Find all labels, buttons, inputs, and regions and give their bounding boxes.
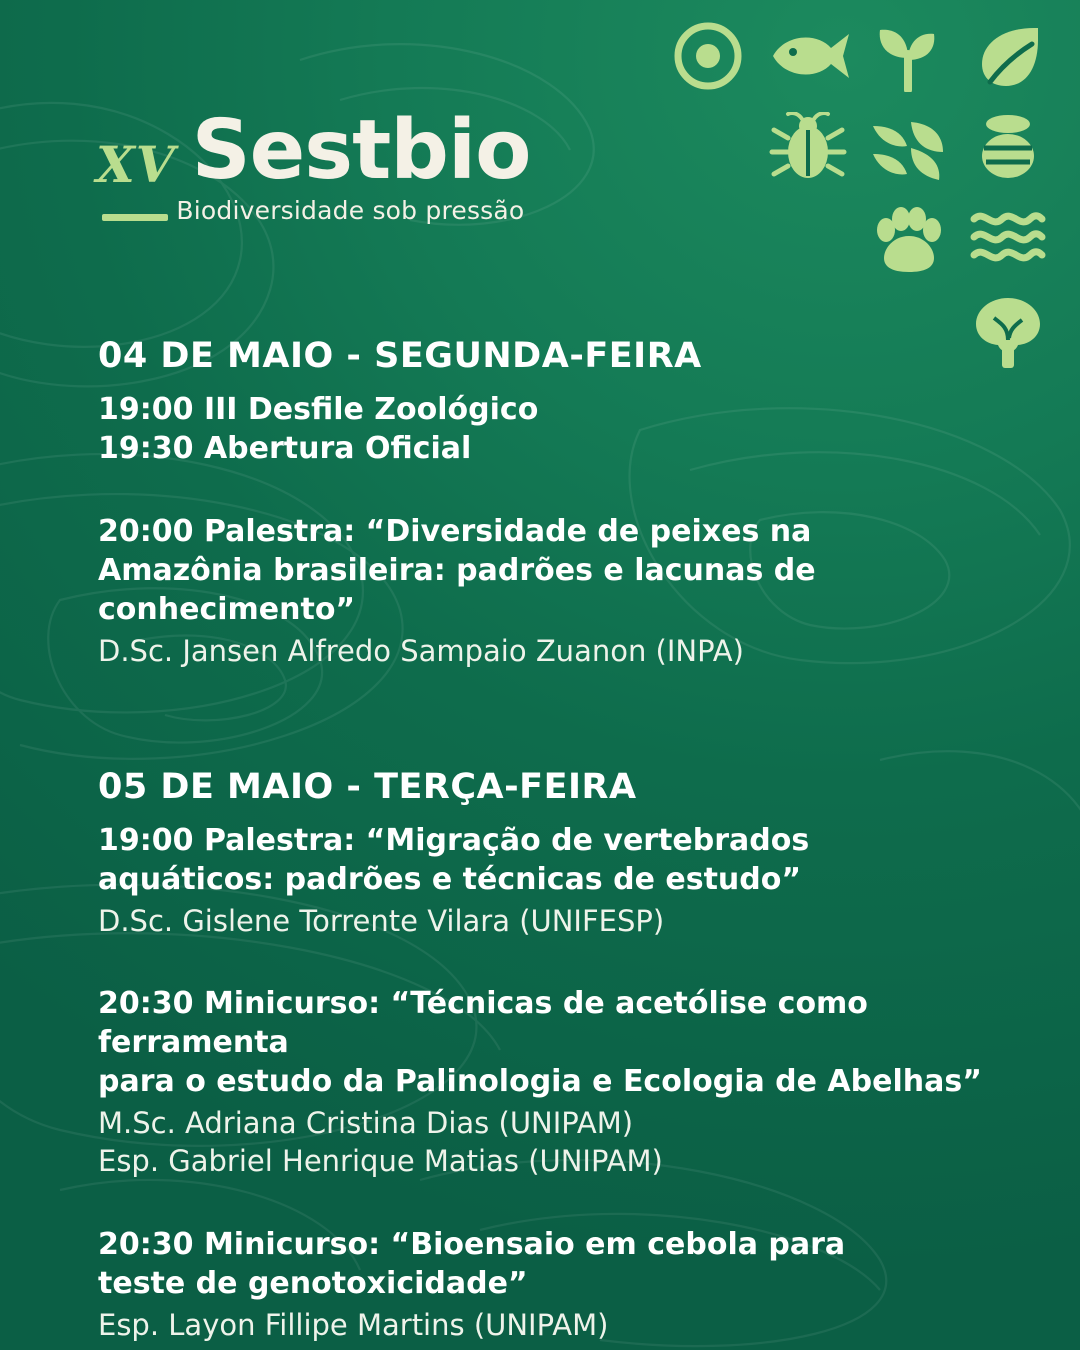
- entry-line: 19:30 Abertura Oficial: [98, 431, 472, 466]
- day-title: 04 DE MAIO - SEGUNDA-FEIRA: [98, 336, 702, 376]
- logo-tagline: Biodiversidade sob pressão: [176, 195, 525, 225]
- entry-line: Amazônia brasileira: padrões e lacunas de conhecimento”: [98, 553, 816, 627]
- entry-line: 20:30 Minicurso: “Técnicas de acetólise como ferramenta: [98, 986, 868, 1061]
- entry-line: 19:00 III Desfile Zoológico: [98, 392, 539, 427]
- schedule: [98, 336, 1010, 1350]
- day-block: [98, 336, 1010, 671]
- entry-line: 19:00 Palestra: “Migração de vertebrados: [98, 822, 810, 858]
- leaf-drop-icon: [962, 12, 1054, 100]
- entry-line: 20:30 Minicurso: “Bioensaio em cebola para: [98, 1226, 846, 1262]
- water-waves-icon: [962, 196, 1054, 284]
- logo-wordmark: Sestbio: [191, 103, 531, 198]
- logo-edition-number: XV: [96, 134, 176, 194]
- entry-line: teste de genotoxicidade”: [98, 1265, 528, 1301]
- day-title: 05 DE MAIO - TERÇA-FEIRA: [98, 766, 637, 807]
- feather-leaf-icon: [862, 104, 954, 192]
- entry-speaker: D.Sc. Gislene Torrente Vilara (UNIFESP): [98, 903, 665, 938]
- schedule-entry: [98, 984, 1010, 1180]
- entry-speaker: M.Sc. Adriana Cristina Dias (UNIPAM): [98, 1106, 634, 1141]
- entry-line: aquáticos: padrões e técnicas de estudo”: [98, 861, 802, 897]
- biodiversity-icon-grid: [658, 10, 1058, 378]
- entry-speaker: Esp. Gabriel Henrique Matias (UNIPAM): [98, 1144, 663, 1179]
- schedule-entry: [98, 821, 1010, 941]
- target-eye-icon: [662, 12, 754, 100]
- schedule-entry: [98, 512, 1010, 671]
- entry-speaker: D.Sc. Jansen Alfredo Sampaio Zuanon (INPA): [98, 634, 744, 668]
- event-logo: [96, 103, 531, 225]
- poster-header: [0, 0, 1080, 300]
- entry-line: 20:00 Palestra: “Diversidade de peixes na: [98, 514, 812, 549]
- paw-icon: [862, 196, 954, 284]
- day-block: [98, 767, 1010, 1345]
- schedule-entry: [98, 390, 1010, 468]
- entry-speaker: Esp. Layon Fillipe Martins (UNIPAM): [98, 1307, 609, 1342]
- sprout-icon: [862, 12, 954, 100]
- entry-line: para o estudo da Palinologia e Ecologia de Abelhas”: [98, 1064, 982, 1100]
- schedule-entry: [98, 1225, 1010, 1345]
- beetle-icon: [762, 104, 854, 192]
- logo-edition-underline: [102, 214, 168, 221]
- bee-icon: [962, 104, 1054, 192]
- fish-icon: [762, 12, 854, 100]
